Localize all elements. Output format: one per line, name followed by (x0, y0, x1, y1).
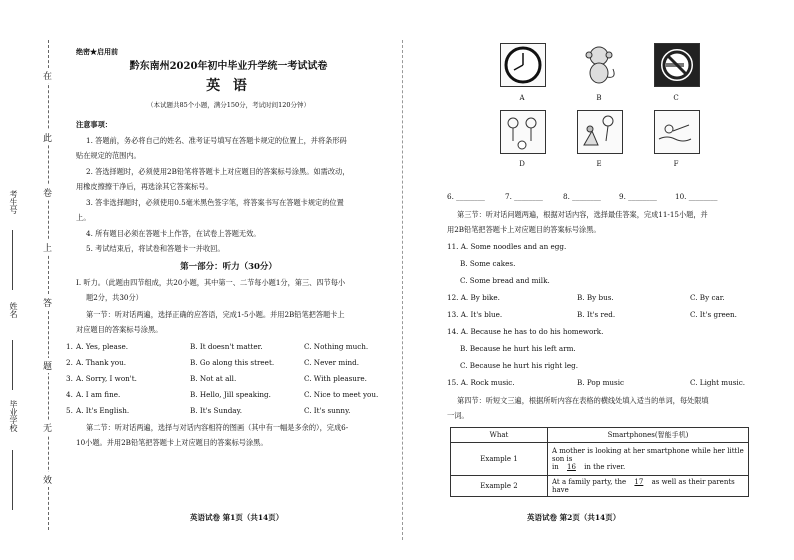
notice-line: 4. 所有题目必须在答题卡上作答，在试卷上答题无效。 (86, 229, 261, 238)
option-c: C. Never mind. (304, 358, 360, 367)
section3-intro: 第三节：听对话问题两遍，根据对话内容，选择最佳答案，完成11-15小题，并 (457, 210, 708, 219)
swimmer-icon (655, 111, 699, 153)
notice-line: 5. 考试结束后，将试卷和答题卡一并收回。 (86, 244, 225, 253)
examinee-number-line (12, 230, 13, 290)
question-number: 2. (66, 358, 73, 367)
table-row (451, 443, 749, 476)
q15-option-c: C. Light music. (690, 378, 746, 387)
option-a: A. Sorry, I won't. (76, 374, 137, 383)
picture-label: B (596, 94, 602, 102)
option-b: B. It's Sunday. (190, 406, 242, 415)
table-row-label: Example 2 (451, 476, 548, 497)
fill-in-table (450, 427, 749, 497)
question-number: 4. (66, 390, 73, 399)
page-footer: 英语试卷 第2页（共14页） (527, 513, 621, 522)
notice-line: 2. 答选择题时，必须使用2B铅笔将答题卡上对应题目的答案标号涂黑。如需改动， (86, 167, 350, 176)
table-row-content (548, 476, 749, 497)
q11-option-a: 11. A. Some noodles and an egg. (447, 242, 567, 251)
notice-line: 贴在规定的范围内。 (76, 151, 141, 160)
section4-intro: 一词。 (447, 411, 469, 420)
question-number: 1. (66, 342, 73, 351)
section1-intro: 对应题目的答案标号涂黑。 (76, 325, 163, 334)
q12-option-c: C. By car. (690, 293, 725, 302)
examinee-number-label: 考生号 (9, 190, 18, 214)
part1-intro: Ⅰ. 听力。（此题由四节组成，共20小题，其中第一、二节每小题1分，第三、四节每小 (76, 278, 346, 287)
picture-label: E (596, 160, 602, 168)
monkey-picture (577, 43, 621, 85)
section1-intro: 第一节：听对话两遍，选择正确的应答语，完成1-5小题。并用2B铅笔把答题卡上 (86, 310, 345, 319)
part1-title: 第一部分：听力（30分） (180, 262, 277, 272)
gardening-picture (577, 110, 623, 154)
no-smoking-icon (655, 44, 699, 86)
binding-dashed-line (48, 40, 49, 530)
option-a: A. It's English. (76, 406, 130, 415)
q15-option-b: B. Pop music (577, 378, 625, 387)
picture-label: D (519, 160, 525, 168)
no-smoking-picture (654, 43, 700, 87)
question-number: 5. (66, 406, 73, 415)
option-b: B. Not at all. (190, 374, 237, 383)
option-c: C. Nothing much. (304, 342, 369, 351)
exam-title: 黔东南州2020年初中毕业升学统一考试试卷 (129, 61, 328, 72)
clock-icon (501, 44, 545, 86)
section2-intro: 第二节：听对话两遍，选择与对话内容相符的图画（其中有一幅是多余的），完成6- (86, 423, 349, 432)
q12-option-b: B. By bus. (577, 293, 614, 302)
swimming-picture (654, 110, 700, 154)
q13-option-c: C. It's green. (690, 310, 737, 319)
row-text-line2 (552, 463, 744, 471)
binding-char: 卷 (43, 185, 52, 200)
answer-blank: 7. ________ (505, 192, 543, 201)
notice-line: 用橡皮擦擦干净后，再选涂其它答案标号。 (76, 182, 213, 191)
flowers-icon (578, 111, 622, 153)
option-c: C. Nice to meet you. (304, 390, 379, 399)
monkey-icon (577, 43, 621, 85)
clock-picture (500, 43, 546, 87)
row-text: as well as their parents have (552, 478, 735, 494)
section3-intro: 用2B铅笔把答题卡上对应题目的答案标号涂黑。 (447, 225, 601, 234)
option-b: B. Go along this street. (190, 358, 275, 367)
binding-char: 题 (43, 358, 52, 373)
option-c: C. It's sunny. (304, 406, 351, 415)
children-icon (501, 111, 545, 153)
option-b: B. Hello, Jill speaking. (190, 390, 271, 399)
table-row-content (548, 443, 749, 476)
school-line (12, 450, 13, 510)
option-b: B. It doesn't matter. (190, 342, 263, 351)
picture-label: A (519, 94, 525, 102)
q13-option-b: B. It's red. (577, 310, 616, 319)
section4-intro: 第四节：听短文三遍，根据所听内容在表格的横线处填入适当的单词，每处限填 (457, 396, 709, 405)
answer-blank: 8. ________ (563, 192, 601, 201)
binding-char: 此 (43, 130, 52, 145)
school-label: 毕业学校 (9, 400, 18, 432)
row-text: At a family party, the (552, 478, 627, 486)
subject-title: 英 语 (206, 78, 251, 94)
section2-intro: 10小题。并用2B铅笔把答题卡上对应题目的答案标号涂黑。 (76, 438, 268, 447)
row-text: A mother is looking at her smartphone while her little son is (552, 447, 744, 463)
binding-char: 在 (43, 68, 52, 83)
table-header-cell: Smartphones(智能手机) (548, 428, 749, 443)
notice-line: 1. 答题前，务必将自己的姓名、准考证号填写在答题卡规定的位置上，并将条形码 (86, 136, 347, 145)
answer-blank: 10. ________ (675, 192, 718, 201)
q12-option-a: 12. A. By bike. (447, 293, 500, 302)
q15-option-a: 15. A. Rock music. (447, 378, 515, 387)
question-number: 3. (66, 374, 73, 383)
q11-option-c: C. Some bread and milk. (460, 276, 550, 285)
exam-note: （本试题共85个小题，满分150分，考试时间120分钟） (146, 101, 311, 109)
option-a: A. Thank you. (76, 358, 127, 367)
blank-16: 16 (566, 463, 576, 471)
q14-option-a: 14. A. Because he has to do his homework. (447, 327, 604, 336)
picture-label: F (673, 160, 679, 168)
part1-intro: 题2分，共30分） (86, 293, 143, 302)
table-row (451, 476, 749, 497)
page-footer: 英语试卷 第1页（共14页） (190, 513, 284, 522)
answer-blank: 6. ________ (447, 192, 485, 201)
answer-blank: 9. ________ (619, 192, 657, 201)
table-header-row (451, 428, 749, 443)
binding-margin (0, 40, 60, 530)
row-text: in the river. (584, 463, 626, 471)
table-row-label: Example 1 (451, 443, 548, 476)
row-text: in (552, 463, 559, 471)
blank-17: 17 (634, 478, 644, 486)
option-a: A. Yes, please. (76, 342, 129, 351)
option-c: C. With pleasure. (304, 374, 367, 383)
kids-playing-picture (500, 110, 546, 154)
option-a: A. I am fine. (76, 390, 121, 399)
q14-option-b: B. Because he hurt his left arm. (460, 344, 576, 353)
table-header-cell: What (451, 428, 548, 443)
q11-option-b: B. Some cakes. (460, 259, 516, 268)
q14-option-c: C. Because he hurt his right leg. (460, 361, 579, 370)
notice-line: 上。 (76, 213, 91, 222)
binding-char: 上 (43, 240, 52, 255)
binding-char: 答 (43, 295, 52, 310)
binding-char: 效 (43, 472, 52, 487)
q13-option-a: 13. A. It's blue. (447, 310, 503, 319)
notice-heading: 注意事项： (76, 120, 112, 129)
binding-char: 无 (43, 420, 52, 435)
secret-mark: 绝密★启用前 (76, 47, 118, 56)
name-line (12, 340, 13, 390)
name-label: 姓名 (9, 302, 18, 318)
picture-label: C (673, 94, 679, 102)
notice-line: 3. 答非选择题时，必须使用0.5毫米黑色签字笔，将答案书写在答题卡规定的位置 (86, 198, 344, 207)
